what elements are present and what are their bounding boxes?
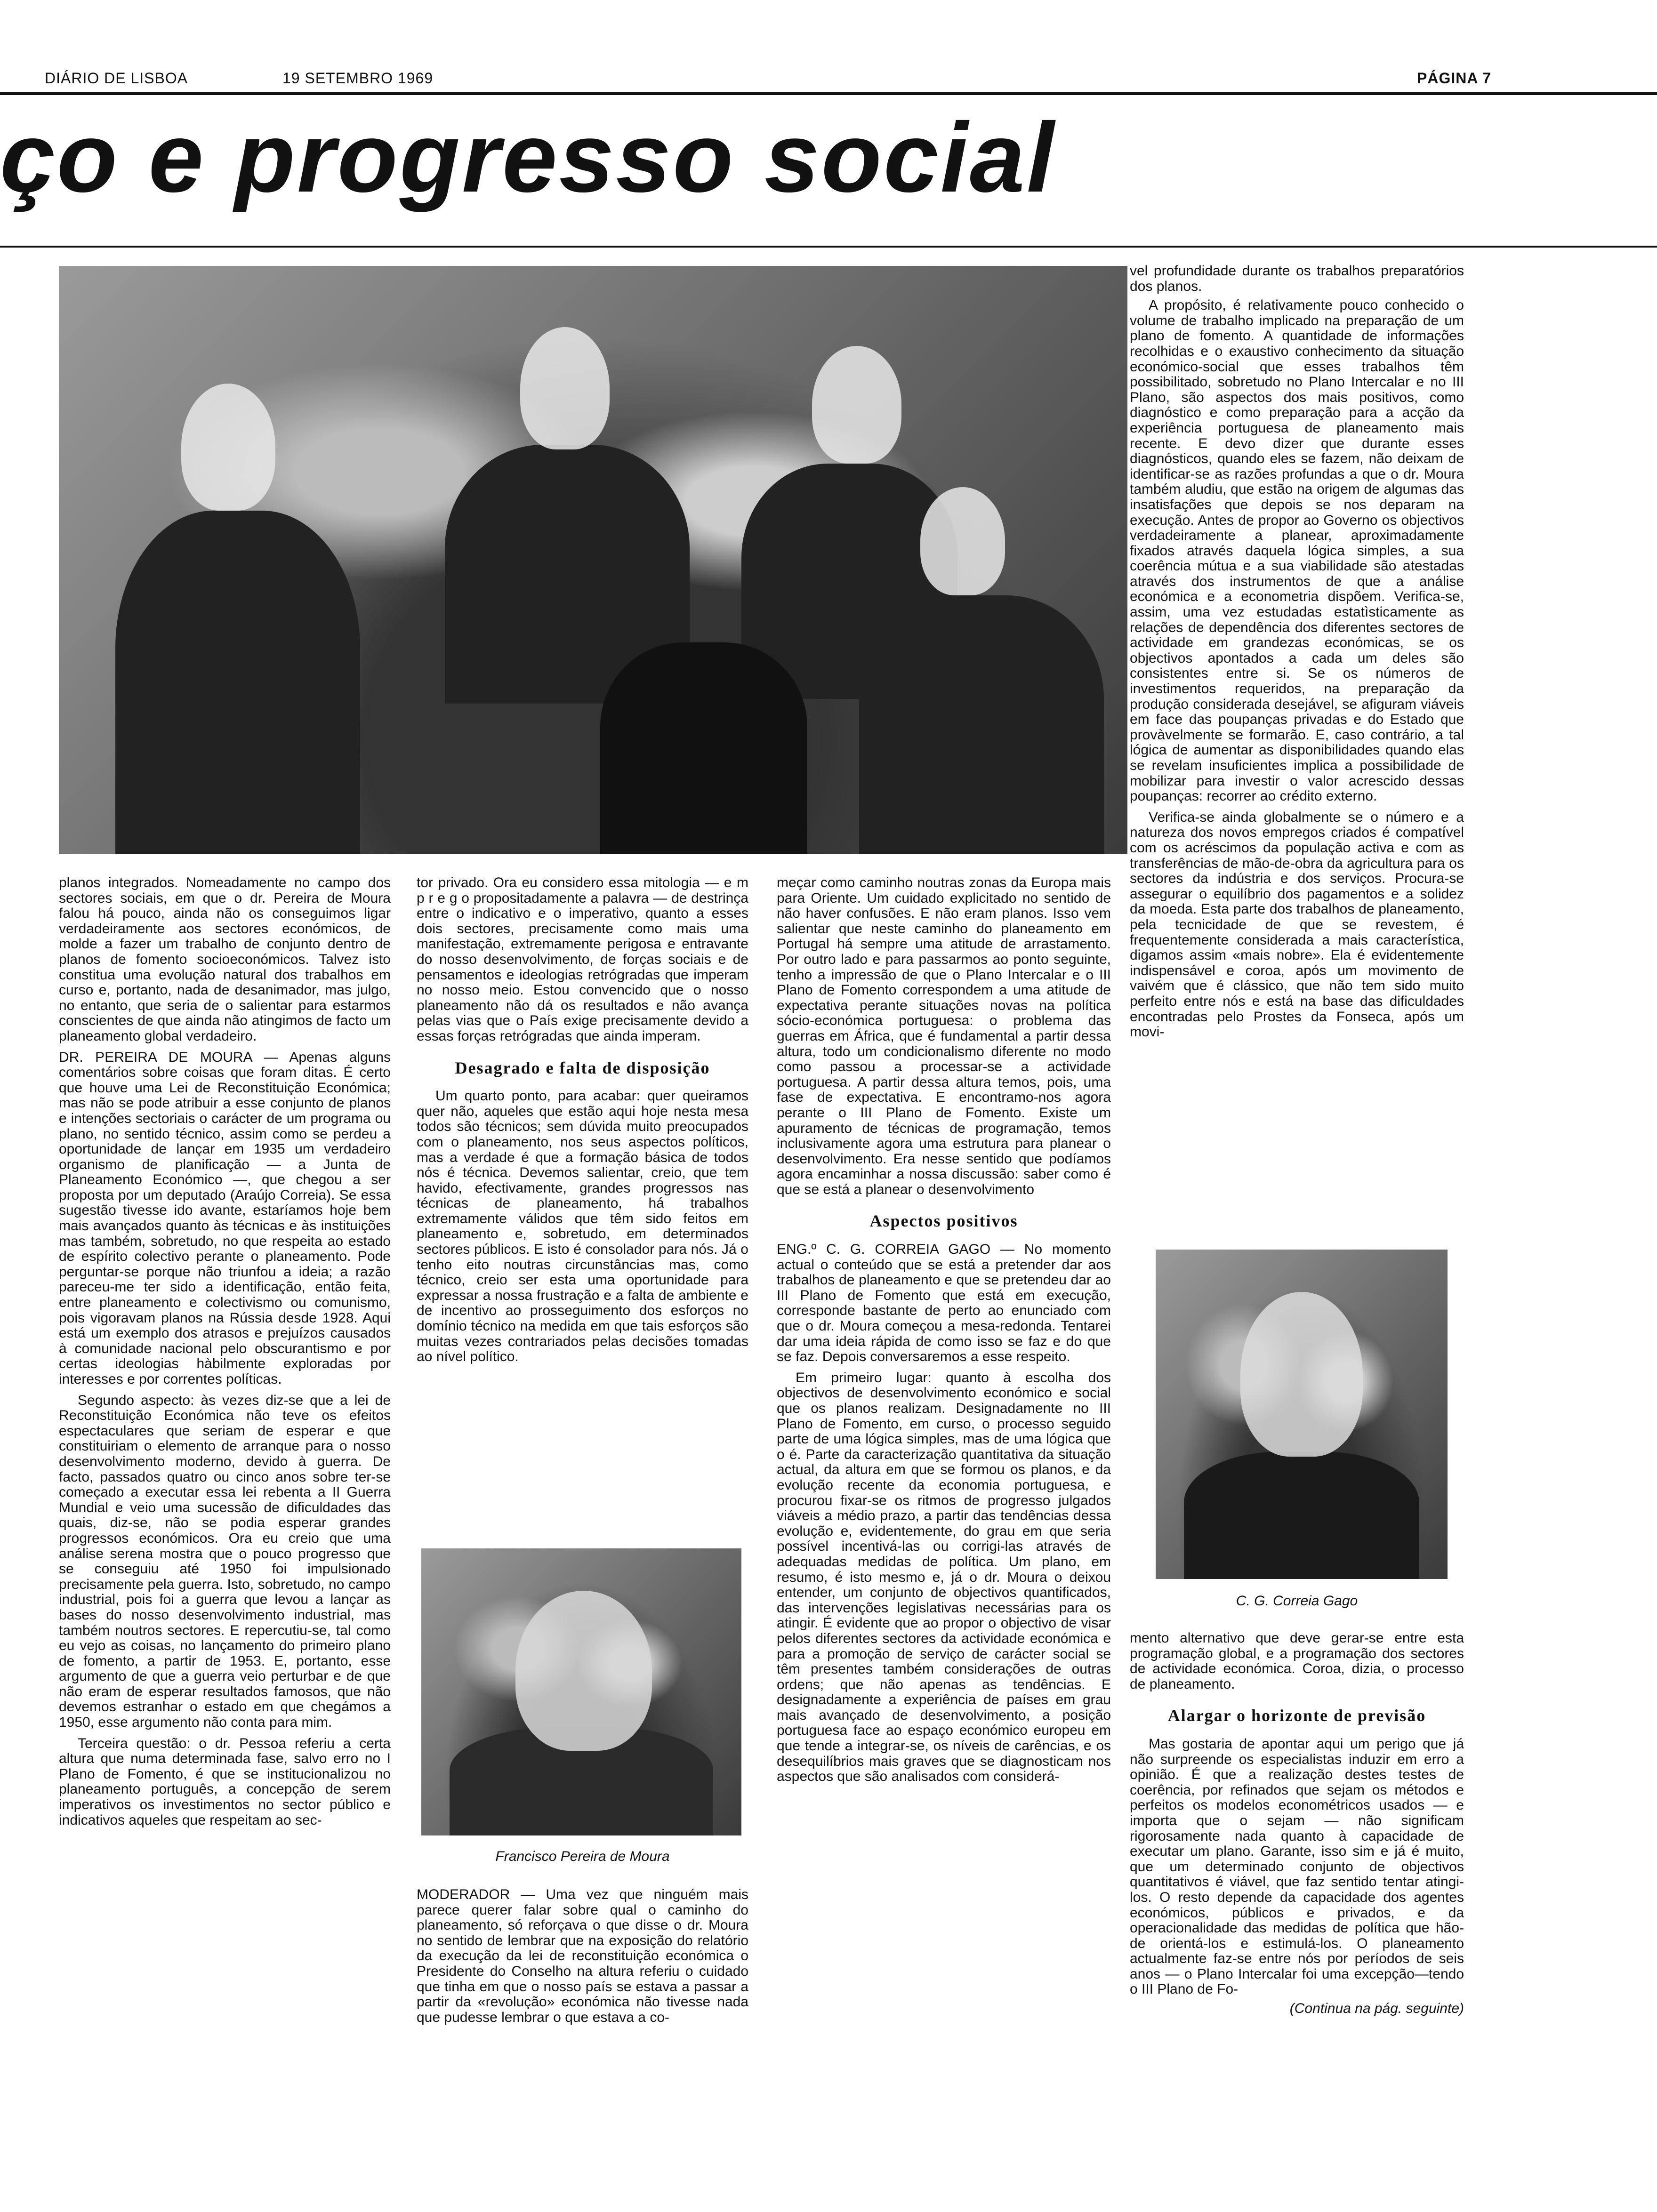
moura-photo-caption: Francisco Pereira de Moura [495, 1849, 670, 1864]
column-4-paragraph: A propósito, é relativamente pouco conhecido o volume de trabalho implicado na preparação de um plano de fomento. A quantidade de informações recolhidas e o exaustivo conhecimento da situação económico-social que esses trabalhos têm possibilitado, sobretudo no Plano Intercalar e no III Plano, são aspectos dos mais positivos, como diagnóstico e como preparação para a acção da experiência portuguesa de planeamento mais recente. E devo dizer que durante esses diagnósticos, quando eles se fazem, não deixam de identificar-se as razões profundas a que o dr. Moura também aludiu, que estão na origem de algumas das insatisfações que depois se nos deparam na execução. Antes de propor ao Governo os objectivos verdadeiramente a planear, aproximadamente fixados através daquela lógica simples, a sua coerência mútua e a sua viabilidade são atestadas através dos instrumentos de que a análise económica e a econometria dispõem. Verifica-se, assim, uma vez estudadas estatìsticamente as relações de dependência dos diferentes sectores de actividade em grandezas económicas, se os objectivos apontados a cada um deles são consistentes entre si. Se os números de investimentos requeridos, na preparação da produção considerada desejável, se afiguram viáveis em face das poupanças privadas e do Estado que provàvelmente se formarão. E, caso contrário, a tal lógica de aumentar as disponibilidades quando elas se revelam insuficientes implica a possibilidade de mobilizar para investir o valor acrescido dessas poupanças: recorrer ao crédito externo. [1130, 297, 1464, 804]
continued-note: (Continua na pág. seguinte) [1289, 2001, 1464, 2017]
headline: ço e progresso social [0, 102, 1056, 213]
column-4 [1130, 264, 1464, 1214]
column-3-paragraph: meçar como caminho noutras zonas da Europa mais para Oriente. Um cuidado explicitado no sentido de não haver confusões. E não eram planos. Isso vem salientar que neste caminho do planeamento em Portugal há sempre uma atitude de arrastamento. Por outro lado e para passarmos ao ponto seguinte, tenho a impressão de que o Plano Intercalar e o III Plano de Fomento correspondem a uma atitude de expectativa perante situações novas na política sócio-económica portuguesa: o problema das guerras em África, que é fundamental a partir dessa altura, todo um condicionalismo diferente no modo como passou a processar-se a actividade portuguesa. A partir dessa altura temos, pois, uma fase de expectativa. E encontramo-nos agora perante o III Plano de Fomento. Existe um apuramento de técnicas de programação, temos inclusivamente agora uma estrutura para planear o desenvolvimento. Era nesse sentido que podíamos agora encaminhar a nossa discussão: saber como é que se está a planear o desenvolvimento [777, 875, 1111, 1197]
column-1 [59, 875, 391, 2127]
issue-date: 19 SETEMBRO 1969 [282, 70, 434, 87]
column-4-paragraph: Mas gostaria de apontar aqui um perigo que já não surpreende os especialistas induzir em erro a opinião. É que a realização destes testes de coerência, por refinados que sejam os métodos e perfeitos os modelos econométricos usados — e importa que o sejam — não significam rigorosamente nada quanto à capacidade de executar um plano. Garante, isso sim e já é muito, que um determinado conjunto de objectivos quantitativos é viável, que faz sentido tentar atingi-los. O resto depende da capacidade dos agentes económicos, públicos e privados, e da operacionalidade das medidas de política que hão-de orientá-los e estimulá-los. O planeamento actualmente faz-se entre nós por períodos de seis anos — o Plano Intercalar foi uma excepção—tendo o III Plano de Fo- [1130, 1736, 1464, 1997]
column-2-lower [417, 1887, 748, 2132]
subheading: Aspectos positivos [869, 1211, 1018, 1231]
page-number: PÁGINA 7 [1417, 70, 1491, 87]
column-3-paragraph: Em primeiro lugar: quanto à escolha dos objectivos de desenvolvimento económico e social que os planos realizam. Designadamente no III Plano de Fomento, em curso, o processo seguido parte de uma lógica simples, mas de uma lógica que o é. Parte da caracterização quantitativa da situação actual, da altura em que se formou os planos, e da evolução recente da economia portuguesa, e procurou fixar-se os ritmos de progresso julgados viáveis a médio prazo, a partir das tendências dessa evolução e, evidentemente, do grau em que seria possível incentivá-las ou corrigi-las através de adequadas medidas de política. Um plano, em resumo, é isto mesmo e, já o dr. Moura o deixou entender, um conjunto de objectivos quantificados, das intervenções legislativas necessárias para os atingir. É evidente que ao propor o objectivo de visar pelos diferentes sectores da actividade económica e para a promoção de serviço de carácter social se têm presentes também considerações de outras ordens; que não apenas as tendências. E designadamente a experiência de países em grau mais avançado de desenvolvimento, a posição portuguesa face ao espaço económico europeu em que tende a integrar-se, os níveis de carências, e os desequilíbrios mais graves que se diagnosticam nos aspectos que são analisados com considerá- [777, 1370, 1111, 1785]
header-rule [0, 92, 1657, 95]
main-photo [59, 266, 1127, 854]
gago-photo-caption: C. G. Correia Gago [1236, 1593, 1358, 1609]
column-3 [777, 875, 1111, 2127]
column-1-paragraph: Terceira questão: o dr. Pessoa referiu a certa altura que numa determinada fase, salvo erro no I Plano de Fomento, é que se institucionalizou no planeamento português, a concepção de serem imperativos os investimentos no sector público e indicativos aqueles que respeitam ao sec- [59, 1735, 391, 1828]
column-1-paragraph: planos integrados. Nomeadamente no campo dos sectores sociais, em que o dr. Pereira de Moura falou há pouco, ainda não os conseguimos ligar verdadeiramente aos sectores económicos, de molde a fazer um trabalho de conjunto dentro de planos de fomento socioeconómicos. Talvez isto constitua uma evolução natural dos trabalhos em curso e, portanto, nada de desanimador, mas julgo, no entanto, que seria de o salientar para estarmos conscientes de que ainda não atingimos de facto um planeamento global verdadeiro. [59, 875, 391, 1044]
subheading: Alargar o horizonte de previsão [1167, 1706, 1426, 1725]
column-1-paragraph: Segundo aspecto: às vezes diz-se que a lei de Reconstituição Económica não teve os efeitos espectaculares que seriam de esperar e que constituiriam o elemento de arranque para o nosso desenvolvimento moderno, devido à guerra. De facto, passados quatro ou cinco anos sobre ter-se começado a executar essa lei rebenta a II Guerra Mundial e veio uma sucessão de dificuldades das quais, diz-se, não se podia esperar grandes progressos económicos. Ora eu creio que uma análise serena mostra que o pouco progresso que se conseguiu até 1950 foi impulsionado precisamente pela guerra. Isto, sobretudo, no campo industrial, pois foi a guerra que levou a lançar as bases do nosso desenvolvimento industrial, mas também noutros sectores. E repercutiu-se, tal como eu vejo as coisas, no lançamento do primeiro plano de fomento, a partir de 1953. E, portanto, esse argumento de que a guerra veio perturbar e de que não eram de esperar resultados famosos, que não devemos estranhar o estado em que chegámos a 1950, esse argumento não conta para mim. [59, 1392, 391, 1731]
column-1-paragraph: DR. PEREIRA DE MOURA — Apenas alguns comentários sobre coisas que foram ditas. É certo que houve uma Lei de Reconstituição Económica; mas não se pode atribuir a esse conjunto de planos e intenções sectoriais o carácter de um programa ou plano, no sentido técnico, assim como se perdeu a oportunidade de lançar em 1935 um verdadeiro organismo de planificação — a Junta de Planeamento Económico —, que chegou a ser proposta por um deputado (Araújo Correia). Se essa sugestão tivesse ido avante, estaríamos hoje bem mais avançados quanto às técnicas e às instituições mas também, sobretudo, no que respeita ao estado de espírito colectivo perante o planeamento. Pode perguntar-se porque não triunfou a ideia; a razão pareceu-me ter sido a identificação, então feita, entre planeamento e colectivismo ou comunismo, pois vigoravam planos na Rússia desde 1928. Aqui está um exemplo dos atrasos e prejuízos causados à comunidade nacional pelo obscurantismo e por certas ideologias hàbilmente exploradas por interesses e por correntes políticas. [59, 1049, 391, 1387]
column-2-paragraph: tor privado. Ora eu considero essa mitologia — e m p r e g o propositadamente a palavra — de destrinça entre o indicativo e o imperativo, quanto a esses dois sectores, precisamente como mais uma manifestação, extremamente perigosa e entravante do nosso desenvolvimento, de forças sociais e de pensamentos e ideologias retrógradas que imperam no nosso meio. Estou convencido que o nosso planeamento não dá os resultados e não avança pelas vias que o País exige precisamente devido a essas forças retrógradas que ainda imperam. [417, 875, 748, 1044]
column-4-lower [1130, 1631, 1464, 2144]
column-2 [417, 875, 748, 1520]
newspaper-name: DIÁRIO DE LISBOA [45, 70, 188, 87]
column-4-paragraph: vel profundidade durante os trabalhos preparatórios dos planos. [1130, 264, 1464, 294]
gago-photo [1156, 1250, 1448, 1579]
column-4-paragraph: Verifica-se ainda globalmente se o número e a natureza dos novos empregos criados é compatível com os acréscimos da população activa e com as transferências de mão-de-obra da agricultura para os sectores da indústria e dos serviços. Procura-se assegurar o equilíbrio dos pagamentos e a solidez da moeda. Esta parte dos trabalhos de planeamento, pela tecnicidade de que se revestem, é frequentemente considerada a mais característica, digamos assim «mais nobre». Ela é evidentemente indispensável e coroa, após um movimento de vaivém que é clássico, que não tem sido muito perfeito entre nós e está na base das dificuldades encontradas pelo Prostes da Fonseca, após um movi- [1130, 809, 1464, 1040]
headline-rule [0, 246, 1657, 248]
moura-photo [421, 1548, 741, 1835]
column-2-paragraph: MODERADOR — Uma vez que ninguém mais parece querer falar sobre qual o caminho do planeamento, só reforçava o que disse o dr. Moura no sentido de lembrar que na exposição do relatório da execução da lei de reconstituição económica o Presidente do Conselho na altura referiu o cuidado que tinha em que o nosso país se estava a passar a partir da «revolução» económica não tivesse nada que pudesse lembrar o que estava a co- [417, 1887, 748, 2025]
column-4-paragraph: mento alternativo que deve gerar-se entre esta programação global, e a programação dos sectores de actividade económica. Coroa, dizia, o processo de planeamento. [1130, 1631, 1464, 1692]
column-2-paragraph: Um quarto ponto, para acabar: quer queiramos quer não, aqueles que estão aqui hoje nesta mesa todos são técnicos; sem dúvida muito preocupados com o planeamento, nos seus aspectos políticos, mas a verdade é que a formação básica de todos nós é técnica. Devemos salientar, creio, que tem havido, efectivamente, grandes progressos nas técnicas de planeamento, há trabalhos extremamente válidos que têm sido feitos em planeamento e, sobretudo, em determinados sectores públicos. E isto é consolador para nós. Já o tenho eito noutras circunstâncias mas, como técnico, creio ser esta uma oportunidade para expressar a nossa frustração e a falta de ambiente e de incentivo ao prosseguimento dos esforços no domínio técnico na medida em que tais esforços são muitas vezes contrariados pelas decisões tomadas ao nível político. [417, 1088, 748, 1365]
column-3-paragraph: ENG.º C. G. CORREIA GAGO — No momento actual o conteúdo que se está a pretender dar aos trabalhos de planeamento e que se pretendeu dar ao III Plano de Fomento que está em execução, corresponde bastante de perto ao enunciado com que o dr. Moura começou a mesa-redonda. Tentarei dar uma ideia rápida de como isso se faz e do que se faz. Depois conversaremos a esse respeito. [777, 1242, 1111, 1365]
subheading: Desagrado e falta de disposição [455, 1058, 710, 1077]
